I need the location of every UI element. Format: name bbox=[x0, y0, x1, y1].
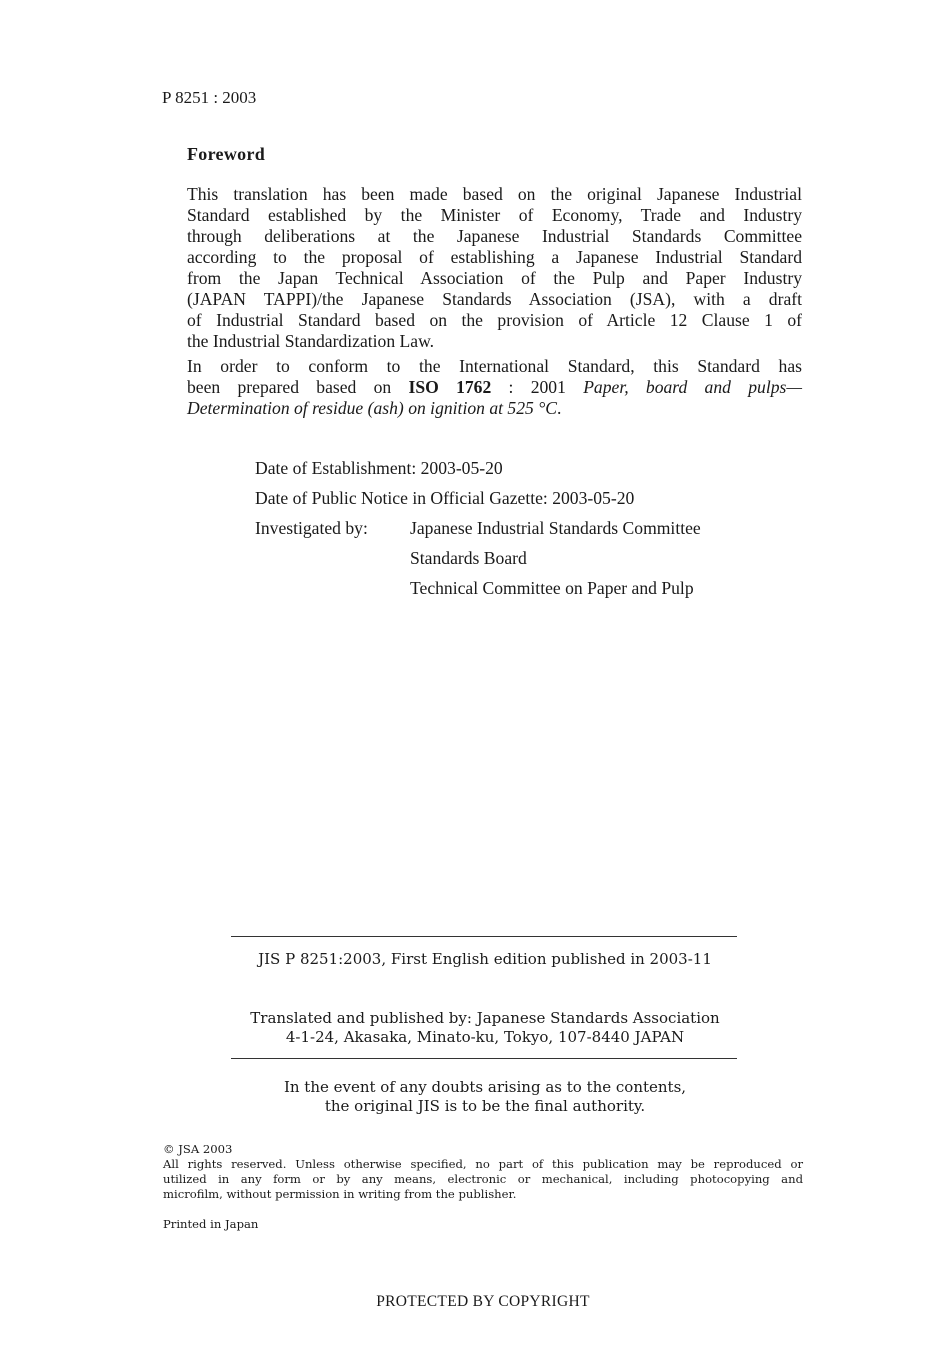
copyright-line: utilized in any form or by any means, electronic or mechanical, including photocopying and bbox=[163, 1172, 803, 1186]
paragraph-line: Standard established by the Minister of Economy, Trade and Industry bbox=[187, 205, 802, 225]
paragraph-line: from the Japan Technical Association of the Pulp and Paper Industry bbox=[187, 268, 802, 288]
investigator-technical-committee: Technical Committee on Paper and Pulp bbox=[410, 578, 694, 598]
paragraph-line: This translation has been made based on the original Japanese Industrial bbox=[187, 184, 802, 204]
iso-title: Paper, board and pulps— bbox=[583, 377, 802, 397]
paragraph-line bbox=[187, 398, 802, 419]
divider-bottom bbox=[231, 1058, 737, 1059]
investigated-by-label: Investigated by: bbox=[255, 518, 368, 538]
publisher-address: 4-1-24, Akasaka, Minato-ku, Tokyo, 107-8440 JAPAN bbox=[285, 1028, 685, 1046]
date-of-public-notice: Date of Public Notice in Official Gazette: 2003-05-20 bbox=[255, 488, 635, 508]
publisher-line: Translated and published by: Japanese Standards Association bbox=[250, 1009, 720, 1027]
investigator-board: Standards Board bbox=[410, 548, 527, 568]
doubts-note-line-2: the original JIS is to be the final authority. bbox=[324, 1097, 646, 1115]
foreword-paragraph-1 bbox=[187, 184, 802, 352]
paragraph-line: In order to conform to the International Standard, this Standard has bbox=[187, 356, 802, 376]
iso-reference: ISO 1762 bbox=[408, 377, 492, 397]
copyright-mark: © JSA 2003 bbox=[163, 1142, 233, 1156]
foreword-heading: Foreword bbox=[187, 144, 266, 164]
paragraph-line: according to the proposal of establishing a Japanese Industrial Standard bbox=[187, 247, 802, 267]
copyright-notice bbox=[163, 1142, 803, 1202]
printed-in-japan: Printed in Japan bbox=[163, 1217, 259, 1231]
iso-title: Determination of residue (ash) on ignition at 525 °C bbox=[187, 398, 557, 418]
divider-top bbox=[231, 936, 737, 937]
text-run: . bbox=[556, 398, 562, 418]
text-run: been prepared based on bbox=[187, 377, 409, 397]
copyright-line: All rights reserved. Unless otherwise specified, no part of this publication may be reproduced or bbox=[163, 1157, 803, 1171]
first-edition-note: JIS P 8251:2003, First English edition published in 2003-11 bbox=[258, 950, 712, 968]
paragraph-line bbox=[187, 377, 802, 398]
protected-by-copyright: PROTECTED BY COPYRIGHT bbox=[376, 1293, 590, 1310]
paragraph-line: of Industrial Standard based on the provision of Article 12 Clause 1 of bbox=[187, 310, 802, 330]
foreword-paragraph-2 bbox=[187, 356, 802, 419]
paragraph-line: through deliberations at the Japanese Industrial Standards Committee bbox=[187, 226, 802, 246]
paragraph-line: (JAPAN TAPPI)/the Japanese Standards Association (JSA), with a draft bbox=[187, 289, 802, 309]
text-run: : 2001 bbox=[491, 377, 584, 397]
doubts-note-line-1: In the event of any doubts arising as to the contents, bbox=[283, 1078, 687, 1096]
document-code: P 8251 : 2003 bbox=[162, 88, 257, 107]
paragraph-line: the Industrial Standardization Law. bbox=[187, 331, 435, 351]
copyright-line: microfilm, without permission in writing from the publisher. bbox=[163, 1187, 517, 1201]
investigator-committee: Japanese Industrial Standards Committee bbox=[410, 518, 701, 538]
date-of-establishment: Date of Establishment: 2003-05-20 bbox=[255, 458, 503, 478]
